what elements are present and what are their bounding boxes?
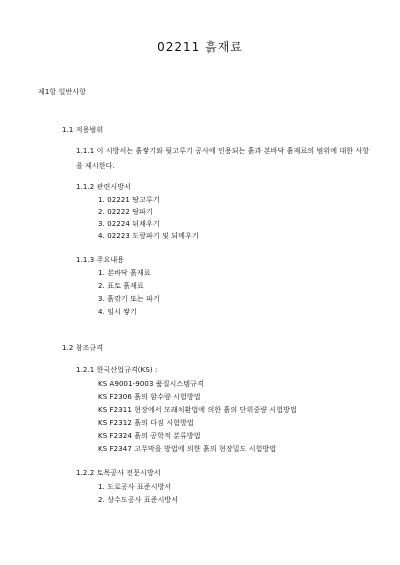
ks-item: KS F2312 흙의 다짐 시험방법 — [98, 419, 194, 427]
main-contents-heading: 1.1.3 주요내용 — [76, 256, 125, 264]
main-contents-item: 3. 흙깎기 또는 파기 — [98, 295, 160, 303]
main-contents-item: 4. 임시 쌓기 — [98, 308, 137, 316]
chapter-heading: 제1항 일반사항 — [38, 88, 87, 96]
related-spec-item: 2. 02222 땅파기 — [98, 208, 153, 216]
related-spec-item: 3. 02224 뒤채우기 — [98, 220, 160, 228]
civil-spec-item: 1. 도로공사 표준시방서 — [98, 483, 172, 491]
ks-item: KS A9001-9003 품질시스템규격 — [98, 380, 204, 388]
section-heading-references: 1.2 참조규격 — [62, 344, 104, 352]
main-contents-item: 2. 표토 흙재료 — [98, 282, 144, 290]
ks-heading: 1.2.1 한국산업규격(KS) : — [76, 366, 158, 374]
related-spec-item: 4. 02223 도랑파기 및 되메우기 — [98, 232, 199, 240]
scope-paragraph: 1.1.1 이 시방서는 흙쌓기와 뒷고루기 공사에 인용되는 흙과 본바닥 흙재료의 범위에 대한 사항을 제시한다. — [76, 147, 370, 170]
document-title: 02211 흙재료 — [157, 40, 243, 54]
related-specs-heading: 1.1.2 관련시방서 — [76, 183, 131, 191]
civil-spec-item: 2. 상수도공사 표준시방서 — [98, 496, 179, 504]
ks-item: KS F2347 고무막을 방법에 의한 흙의 현장밀도 시험방법 — [98, 445, 277, 453]
ks-item: KS F2311 현장에서 모래치환법에 의한 흙의 단위중량 시험방법 — [98, 406, 297, 414]
main-contents-item: 1. 본바닥 흙재료 — [98, 269, 151, 277]
civil-specs-heading: 1.2.2 토목공사 전문시방서 — [76, 469, 161, 477]
related-spec-item: 1. 02221 땅고루기 — [98, 196, 160, 204]
section-heading-scope: 1.1 적용범위 — [62, 126, 104, 134]
ks-item: KS F2324 흙의 공학적 분류방법 — [98, 432, 201, 440]
ks-item: KS F2306 흙의 함수량 시험방법 — [98, 393, 201, 401]
